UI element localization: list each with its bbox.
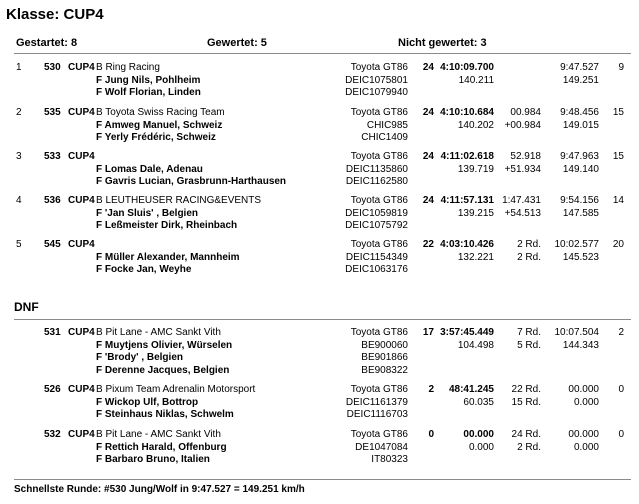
driver-name: F Wolf Florian, Linden xyxy=(96,87,201,98)
driver-license: DEIC1063176 xyxy=(345,264,408,275)
driver-line xyxy=(0,220,639,233)
driver-license: DEIC1161379 xyxy=(345,396,408,408)
total-time: 4:10:09.700 xyxy=(440,62,494,73)
class-label: CUP4 xyxy=(68,107,95,118)
position: 2 xyxy=(16,107,22,118)
entry-line xyxy=(0,239,639,252)
started-count: Gestartet: 8 xyxy=(16,37,78,49)
entry-line xyxy=(0,195,639,208)
entrant-name: B Ring Racing xyxy=(96,62,160,73)
average-speed: 140.211 xyxy=(458,74,494,86)
driver-license: DEIC1075792 xyxy=(345,220,408,231)
gap-to-previous: 5 Rd. xyxy=(517,339,541,351)
position: 3 xyxy=(16,151,22,162)
driver-name: F Gavris Lucian, Grasbrunn-Harthausen xyxy=(96,176,287,187)
average-speed: 60.035 xyxy=(463,396,494,408)
best-lap-speed: 144.343 xyxy=(562,339,599,351)
driver-name: F Müller Alexander, Mannheim xyxy=(96,251,240,263)
laps-completed: 17 xyxy=(422,327,434,338)
best-lap-time: 9:47.527 xyxy=(560,62,599,73)
driver-license: DEIC1059819 xyxy=(345,207,408,219)
driver-line xyxy=(0,176,639,189)
car-model: Toyota GT86 xyxy=(350,429,408,440)
car-model: Toyota GT86 xyxy=(350,107,408,118)
entry-line xyxy=(0,151,639,164)
driver-name: F 'Brody' , Belgien xyxy=(96,352,183,363)
average-speed: 0.000 xyxy=(468,441,494,453)
gap-to-previous: +54.513 xyxy=(504,207,541,219)
gap-to-leader: 1:47.431 xyxy=(502,195,541,206)
total-time: 4:11:02.618 xyxy=(440,151,494,162)
class-label: CUP4 xyxy=(68,151,95,162)
driver-line xyxy=(0,442,639,455)
position: 1 xyxy=(16,62,22,73)
driver-line xyxy=(0,352,639,365)
best-lap-time: 00.000 xyxy=(568,384,599,395)
total-time: 00.000 xyxy=(463,429,494,440)
best-lap-time: 10:07.504 xyxy=(554,327,599,338)
average-speed: 104.498 xyxy=(457,339,494,351)
car-number: 526 xyxy=(44,384,61,395)
driver-name: F Yerly Frédéric, Schweiz xyxy=(96,132,216,143)
driver-line xyxy=(0,397,639,410)
entry-line xyxy=(0,429,639,442)
driver-license: DEIC1135860 xyxy=(345,163,408,175)
driver-line xyxy=(0,208,639,221)
total-time: 3:57:45.449 xyxy=(440,327,494,338)
best-lap-speed: 149.251 xyxy=(562,74,599,86)
best-lap-speed: 145.523 xyxy=(562,251,599,263)
total-time: 4:11:57.131 xyxy=(440,195,494,206)
driver-name: F Steinhaus Niklas, Schwelm xyxy=(96,409,234,420)
driver-license: DEIC1116703 xyxy=(346,409,408,420)
average-speed: 132.221 xyxy=(457,251,494,263)
result-entry xyxy=(0,239,639,277)
gap-to-leader: 52.918 xyxy=(510,151,541,162)
gap-to-previous: 2 Rd. xyxy=(517,441,541,453)
car-number: 535 xyxy=(44,107,61,118)
result-entry xyxy=(0,107,639,145)
entrant-name: B Pixum Team Adrenalin Motorsport xyxy=(96,384,256,395)
dnf-entry xyxy=(0,384,639,422)
best-lap-time: 10:02.577 xyxy=(554,239,599,250)
laps-completed: 22 xyxy=(422,239,434,250)
laps-completed: 0 xyxy=(428,429,434,440)
best-lap-time: 00.000 xyxy=(568,429,599,440)
car-number: 545 xyxy=(44,239,61,250)
driver-license: CHIC985 xyxy=(366,119,408,131)
total-time: 48:41.245 xyxy=(448,384,494,395)
dnf-entry xyxy=(0,327,639,377)
driver-line xyxy=(0,164,639,177)
classified-count: Gewertet: 5 xyxy=(207,37,267,49)
gap-to-previous: +51.934 xyxy=(504,163,541,175)
gap-to-previous: 2 Rd. xyxy=(517,251,541,263)
driver-license: DEIC1154349 xyxy=(345,251,408,263)
driver-name: F Muytjens Olivier, Würselen xyxy=(96,339,233,351)
gap-to-previous: +00.984 xyxy=(504,119,541,131)
entry-line xyxy=(0,327,639,340)
best-lap-number: 0 xyxy=(618,384,624,395)
gap-to-previous: 15 Rd. xyxy=(511,396,541,408)
driver-license: DEIC1075801 xyxy=(345,74,408,86)
best-lap-number: 9 xyxy=(618,62,624,73)
laps-completed: 24 xyxy=(422,195,434,206)
gap-to-leader: 22 Rd. xyxy=(511,384,541,395)
best-lap-speed: 147.585 xyxy=(562,207,599,219)
laps-completed: 2 xyxy=(428,384,434,395)
gap-to-leader: 24 Rd. xyxy=(511,429,541,440)
best-lap-time: 9:48.456 xyxy=(560,107,599,118)
best-lap-speed: 149.140 xyxy=(562,163,599,175)
entry-line xyxy=(0,62,639,75)
best-lap-number: 15 xyxy=(612,107,624,118)
driver-line xyxy=(0,365,639,378)
driver-name: F Lomas Dale, Adenau xyxy=(96,163,203,175)
best-lap-number: 2 xyxy=(618,327,624,338)
driver-line xyxy=(0,409,639,422)
driver-license: BE900060 xyxy=(361,339,408,351)
fastest-lap-note: Schnellste Runde: #530 Jung/Wolf in 9:47.527 = 149.251 km/h xyxy=(14,484,305,495)
driver-line xyxy=(0,454,639,467)
entrant-name: B Toyota Swiss Racing Team xyxy=(96,107,225,118)
dnf-entry xyxy=(0,429,639,467)
driver-license: IT80323 xyxy=(371,454,408,465)
best-lap-speed: 149.015 xyxy=(562,119,599,131)
laps-completed: 24 xyxy=(422,107,434,118)
driver-name: F Jung Nils, Pohlheim xyxy=(96,74,201,86)
car-number: 530 xyxy=(44,62,61,73)
driver-line xyxy=(0,340,639,353)
total-time: 4:03:10.426 xyxy=(440,239,494,250)
entry-line xyxy=(0,107,639,120)
best-lap-speed: 0.000 xyxy=(573,396,599,408)
car-model: Toyota GT86 xyxy=(350,239,408,250)
average-speed: 139.719 xyxy=(457,163,494,175)
laps-completed: 24 xyxy=(422,62,434,73)
entry-line xyxy=(0,384,639,397)
entrant-name: B Pit Lane - AMC Sankt Vith xyxy=(96,327,221,338)
best-lap-time: 9:54.156 xyxy=(560,195,599,206)
class-label: CUP4 xyxy=(68,62,95,73)
driver-name: F Leßmeister Dirk, Rheinbach xyxy=(96,220,238,231)
class-label: CUP4 xyxy=(68,429,95,440)
driver-license: DE1047084 xyxy=(355,441,408,453)
position: 5 xyxy=(16,239,22,250)
average-speed: 139.215 xyxy=(457,207,494,219)
class-label: CUP4 xyxy=(68,384,95,395)
best-lap-time: 9:47.963 xyxy=(560,151,599,162)
result-entry xyxy=(0,151,639,189)
driver-name: F Wickop Ulf, Bottrop xyxy=(96,396,199,408)
car-model: Toyota GT86 xyxy=(350,62,408,73)
driver-license: BE901866 xyxy=(361,352,408,363)
total-time: 4:10:10.684 xyxy=(440,107,494,118)
car-model: Toyota GT86 xyxy=(350,151,408,162)
car-model: Toyota GT86 xyxy=(350,327,408,338)
driver-name: F Amweg Manuel, Schweiz xyxy=(96,119,223,131)
driver-line xyxy=(0,264,639,277)
best-lap-number: 14 xyxy=(612,195,624,206)
car-model: Toyota GT86 xyxy=(350,195,408,206)
laps-completed: 24 xyxy=(422,151,434,162)
driver-name: F Rettich Harald, Offenburg xyxy=(96,441,227,453)
driver-name: F Derenne Jacques, Belgien xyxy=(96,364,230,376)
entrant-name: B Pit Lane - AMC Sankt Vith xyxy=(96,429,221,440)
car-model: Toyota GT86 xyxy=(350,384,408,395)
best-lap-number: 0 xyxy=(618,429,624,440)
result-entry xyxy=(0,195,639,233)
best-lap-speed: 0.000 xyxy=(573,441,599,453)
section-divider xyxy=(14,53,631,54)
driver-name: F Focke Jan, Weyhe xyxy=(96,264,192,275)
car-number: 536 xyxy=(44,195,61,206)
result-entry xyxy=(0,62,639,100)
driver-line xyxy=(0,252,639,265)
section-divider xyxy=(14,479,631,480)
not-classified-count: Nicht gewertet: 3 xyxy=(398,37,487,49)
driver-license: DEIC1162580 xyxy=(345,176,408,187)
driver-license: DEIC1079940 xyxy=(345,87,408,98)
car-number: 533 xyxy=(44,151,61,162)
class-label: CUP4 xyxy=(68,195,95,206)
driver-line xyxy=(0,132,639,145)
position: 4 xyxy=(16,195,22,206)
gap-to-leader: 2 Rd. xyxy=(517,239,541,250)
class-label: CUP4 xyxy=(68,239,95,250)
driver-line xyxy=(0,87,639,100)
driver-line xyxy=(0,120,639,133)
best-lap-number: 20 xyxy=(612,239,624,250)
class-title: Klasse: CUP4 xyxy=(6,6,104,23)
car-number: 532 xyxy=(44,429,61,440)
section-divider xyxy=(14,319,631,320)
average-speed: 140.202 xyxy=(457,119,494,131)
driver-license: BE908322 xyxy=(361,364,408,376)
driver-line xyxy=(0,75,639,88)
car-number: 531 xyxy=(44,327,61,338)
entrant-name: B LEUTHEUSER RACING&EVENTS xyxy=(96,195,262,206)
driver-license: CHIC1409 xyxy=(361,132,408,143)
gap-to-leader: 7 Rd. xyxy=(517,327,541,338)
gap-to-leader: 00.984 xyxy=(510,107,541,118)
best-lap-number: 15 xyxy=(612,151,624,162)
driver-name: F Barbaro Bruno, Italien xyxy=(96,454,210,465)
dnf-heading: DNF xyxy=(14,300,39,314)
class-label: CUP4 xyxy=(68,327,95,338)
driver-name: F 'Jan Sluis' , Belgien xyxy=(96,207,199,219)
